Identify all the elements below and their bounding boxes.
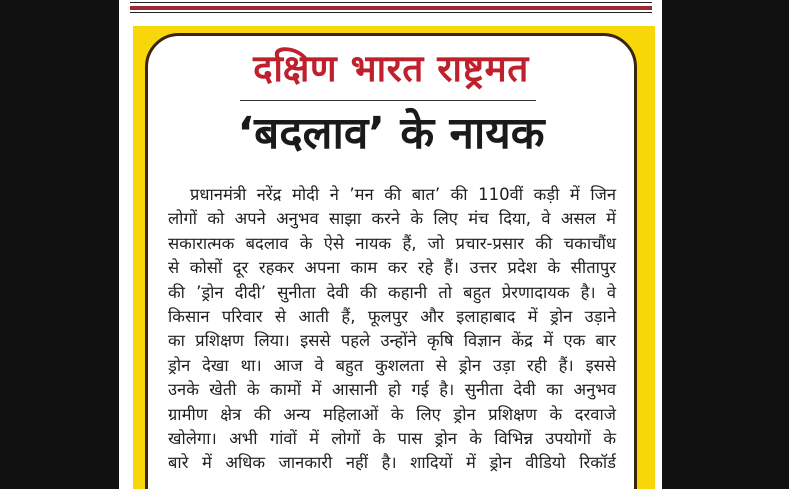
body-line: सकारात्मक बदलाव के ऐसे नायक हैं, जो प्रचार-प्रसार की चकाचौंध (168, 233, 616, 253)
editorial-box (145, 33, 637, 489)
body-line: ग्रामीण क्षेत्र की अन्य महिलाओं के लिए ड्रोन प्रशिक्षण के दरवाजे (168, 404, 616, 424)
body-line: ड्रोन देखा था। आज वे बहुत कुशलता से ड्रोन उड़ा रही हैं। इससे (168, 355, 616, 375)
body-line: की ’ड्रोन दीदी’ सुनीता देवी की कहानी तो बहुत प्रेरणादायक है। वे (168, 282, 616, 302)
body-line: प्रधानमंत्री नरेंद्र मोदी ने ’मन की बात’ की 110वीं कड़ी में जिन (190, 185, 616, 204)
editorial-frame (133, 26, 655, 489)
top-thin-rule (130, 2, 652, 3)
newspaper-page (119, 0, 662, 489)
headline: ‘बदलाव’ के नायक (237, 108, 545, 159)
body-line: किसान परिवार से आती हैं, फूलपुर और इलाहाबाद में ड्रोन उड़ाने (168, 307, 616, 327)
masthead: दक्षिण भारत राष्ट्रमत (253, 47, 529, 90)
article-body (168, 183, 616, 476)
body-line: उनके खेती के कामों में आसानी हो गई है। सुनीता देवी का अनुभव (168, 380, 616, 400)
masthead-divider (240, 100, 536, 101)
top-red-rule (130, 6, 652, 10)
body-line: बारे में अधिक जानकारी नहीं है। शादियों में ड्रोन वीडियो रिकॉर्ड (168, 453, 616, 473)
body-line: का प्रशिक्षण लिया। इससे पहले उन्होंने कृषि विज्ञान केंद्र में एक बार (168, 331, 616, 351)
body-line: लोगों को अपने अनुभव साझा करने के लिए मंच दिया, वे असल में (168, 209, 616, 229)
body-line: खोलेगा। अभी गांवों में लोगों के पास ड्रोन के विभिन्न उपयोगों के (168, 429, 616, 449)
body-line: से कोसों दूर रहकर अपना काम कर रहे हैं। उत्तर प्रदेश के सीतापुर (168, 258, 616, 278)
bottom-thin-rule (130, 12, 652, 13)
